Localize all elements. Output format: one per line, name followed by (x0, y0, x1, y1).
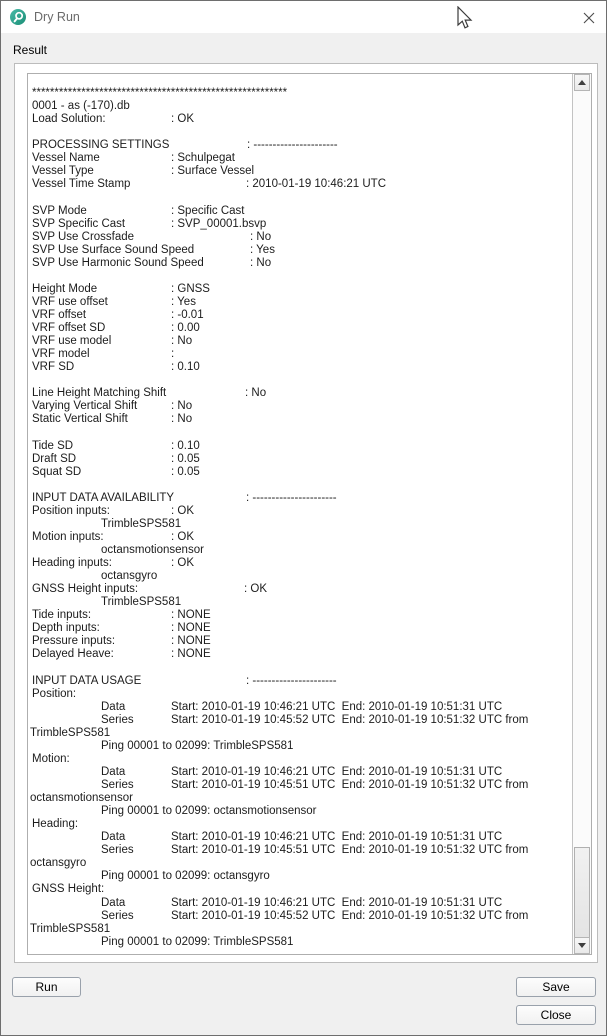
console-line: GNSS Height: (32, 883, 105, 896)
console-line: TrimbleSPS581 (30, 726, 111, 739)
run-button[interactable]: Run (12, 977, 81, 997)
console-line: Series Start: 2010-01-19 10:45:51 UTC End: 2010-01-19 10:51:32 UTC from (101, 779, 529, 792)
console-line: 0001 - as (-170).db (32, 100, 130, 113)
console-line: VRF model : (32, 348, 175, 361)
console-line: Data Start: 2010-01-19 10:46:21 UTC End: 2010-01-19 10:51:31 UTC (101, 831, 503, 844)
console-line: octansgyro (101, 570, 158, 583)
console-line: TrimbleSPS581 (30, 922, 111, 935)
triangle-up-icon (578, 80, 586, 85)
window-title: Dry Run (34, 10, 80, 24)
console-line: Position: (32, 687, 77, 700)
console-line: Series Start: 2010-01-19 10:45:52 UTC End: 2010-01-19 10:51:32 UTC from (101, 713, 529, 726)
console-output[interactable] (28, 74, 572, 954)
console-line: VRF use offset : Yes (32, 295, 196, 308)
console-line: SVP Mode : Specific Cast (32, 204, 245, 217)
console-line: octansmotionsensor (101, 543, 204, 556)
console-line: PROCESSING SETTINGS : ---------------------- (32, 139, 338, 152)
console-line: Motion: (32, 752, 70, 765)
app-logo-icon (10, 9, 26, 25)
console-line: GNSS Height inputs: : OK (32, 583, 268, 596)
console-line: VRF SD : 0.10 (32, 361, 200, 374)
console-line: Tide SD : 0.10 (32, 439, 200, 452)
console-line: Load Solution: : OK (32, 113, 195, 126)
console-line: Heading: (32, 818, 79, 831)
console-line: VRF offset : -0.01 (32, 308, 204, 321)
console-line: VRF offset SD : 0.00 (32, 322, 200, 335)
console-line: Height Mode : GNSS (32, 282, 210, 295)
console-line: Vessel Time Stamp : 2010-01-19 10:46:21 UTC (32, 178, 387, 191)
console-line: Pressure inputs: : NONE (32, 635, 211, 648)
title-bar[interactable] (1, 1, 606, 33)
result-label: Result (13, 43, 48, 57)
console-line: Ping 00001 to 02099: octansgyro (101, 870, 270, 883)
console-line: SVP Use Harmonic Sound Speed : No (32, 256, 272, 269)
console-line: SVP Use Crossfade : No (32, 230, 272, 243)
console-line: VRF use model : No (32, 335, 193, 348)
console-line: Position inputs: : OK (32, 504, 195, 517)
console-line: Ping 00001 to 02099: octansmotionsensor (101, 805, 317, 818)
close-icon[interactable] (580, 9, 598, 26)
console-line: Depth inputs: : NONE (32, 622, 211, 635)
console-line: Motion inputs: : OK (32, 530, 195, 543)
console-line: Vessel Name : Schulpegat (32, 152, 235, 165)
console-line: Draft SD : 0.05 (32, 452, 200, 465)
console-line: Ping 00001 to 02099: TrimbleSPS581 (101, 935, 294, 948)
console-line: TrimbleSPS581 (101, 596, 182, 609)
console-line: Data Start: 2010-01-19 10:46:21 UTC End: 2010-01-19 10:51:31 UTC (101, 896, 503, 909)
console-line: Series Start: 2010-01-19 10:45:51 UTC End: 2010-01-19 10:51:32 UTC from (101, 844, 529, 857)
console-line: INPUT DATA USAGE : ---------------------- (32, 674, 337, 687)
console-line: Varying Vertical Shift : No (32, 400, 193, 413)
console-line: Series Start: 2010-01-19 10:45:52 UTC End: 2010-01-19 10:51:32 UTC from (101, 909, 529, 922)
console-line: Line Height Matching Shift : No (32, 387, 267, 400)
console-line: Tide inputs: : NONE (32, 609, 211, 622)
console-line: Heading inputs: : OK (32, 557, 195, 570)
console-line (32, 662, 572, 675)
dry-run-output-textarea[interactable] (27, 73, 592, 955)
console-line: INPUT DATA AVAILABILITY : ---------------------- (32, 491, 337, 504)
result-frame (14, 63, 598, 963)
console-line: TrimbleSPS581 (101, 517, 182, 530)
save-button[interactable]: Save (516, 977, 596, 997)
console-line: SVP Use Surface Sound Speed : Yes (32, 243, 275, 256)
console-line: octansgyro (30, 857, 87, 870)
scrollbar-thumb[interactable] (574, 847, 590, 939)
console-line: Delayed Heave: : NONE (32, 648, 211, 661)
triangle-down-icon (578, 943, 586, 948)
console-line (32, 126, 572, 139)
console-line: SVP Specific Cast : SVP_00001.bsvp (32, 217, 267, 230)
console-line (32, 479, 572, 492)
console-line: ********************************************************* (32, 87, 288, 99)
console-line (32, 426, 572, 439)
vertical-scrollbar[interactable] (572, 74, 591, 954)
console-line: Static Vertical Shift : No (32, 413, 193, 426)
scroll-up-button[interactable] (574, 74, 590, 91)
console-line: Ping 00001 to 02099: TrimbleSPS581 (101, 739, 294, 752)
console-line: octansmotionsensor (30, 792, 133, 805)
console-line: Squat SD : 0.05 (32, 465, 200, 478)
console-line: Vessel Type : Surface Vessel (32, 165, 255, 178)
console-line (32, 191, 572, 204)
console-line (32, 374, 572, 387)
scroll-down-button[interactable] (574, 937, 590, 954)
close-button[interactable]: Close (516, 1005, 596, 1025)
console-line: Data Start: 2010-01-19 10:46:21 UTC End: 2010-01-19 10:51:31 UTC (101, 700, 503, 713)
console-line: Data Start: 2010-01-19 10:46:21 UTC End: 2010-01-19 10:51:31 UTC (101, 765, 503, 778)
console-line (32, 270, 572, 283)
